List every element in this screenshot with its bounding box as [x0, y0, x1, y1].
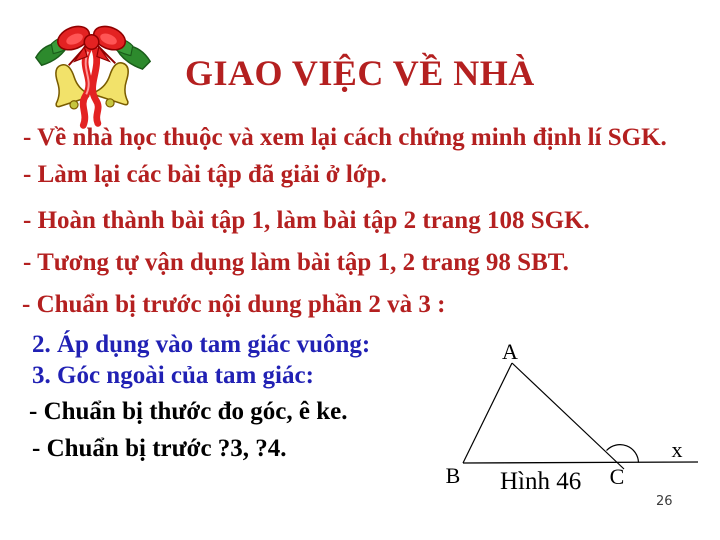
- triangle-side-ac: [512, 363, 624, 469]
- homework-bullet-3: - Hoàn thành bài tập 1, làm bài tập 2 trang 108 SGK.: [23, 207, 590, 234]
- vertex-label-c: C: [609, 464, 625, 489]
- slide-title: GIAO VIỆC VỀ NHÀ: [185, 53, 535, 93]
- vertex-label-b: B: [445, 463, 461, 488]
- figure-caption: Hình 46: [500, 468, 582, 495]
- homework-bullet-2: - Làm lại các bài tập đã giải ở lớp.: [23, 161, 387, 188]
- section-heading-2: 2. Áp dụng vào tam giác vuông:: [32, 331, 371, 358]
- ribbon-streamer: [93, 50, 99, 124]
- christmas-bells-image: [30, 14, 156, 132]
- triangle-side-ab: [463, 363, 512, 463]
- exterior-angle-arc: [607, 445, 639, 463]
- triangle-figure: [430, 330, 720, 520]
- prepare-tools-line: - Chuẩn bị thước đo góc, ê ke.: [29, 398, 348, 425]
- homework-bullet-5: - Chuẩn bị trước nội dung phần 2 và 3 :: [22, 291, 446, 318]
- homework-bullet-4: - Tương tự vận dụng làm bài tập 1, 2 trang 98 SBT.: [23, 249, 569, 276]
- prepare-questions-line: - Chuẩn bị trước ?3, ?4.: [32, 435, 287, 462]
- bow-icon: [54, 22, 128, 61]
- homework-bullet-1: - Về nhà học thuộc và xem lại cách chứng minh định lí SGK.: [23, 124, 667, 151]
- ray-bcx: [463, 462, 698, 463]
- ray-label-x: x: [671, 437, 683, 462]
- section-heading-3: 3. Góc ngoài của tam giác:: [32, 362, 314, 389]
- slide-number: 26: [656, 494, 673, 509]
- vertex-label-a: A: [502, 339, 518, 364]
